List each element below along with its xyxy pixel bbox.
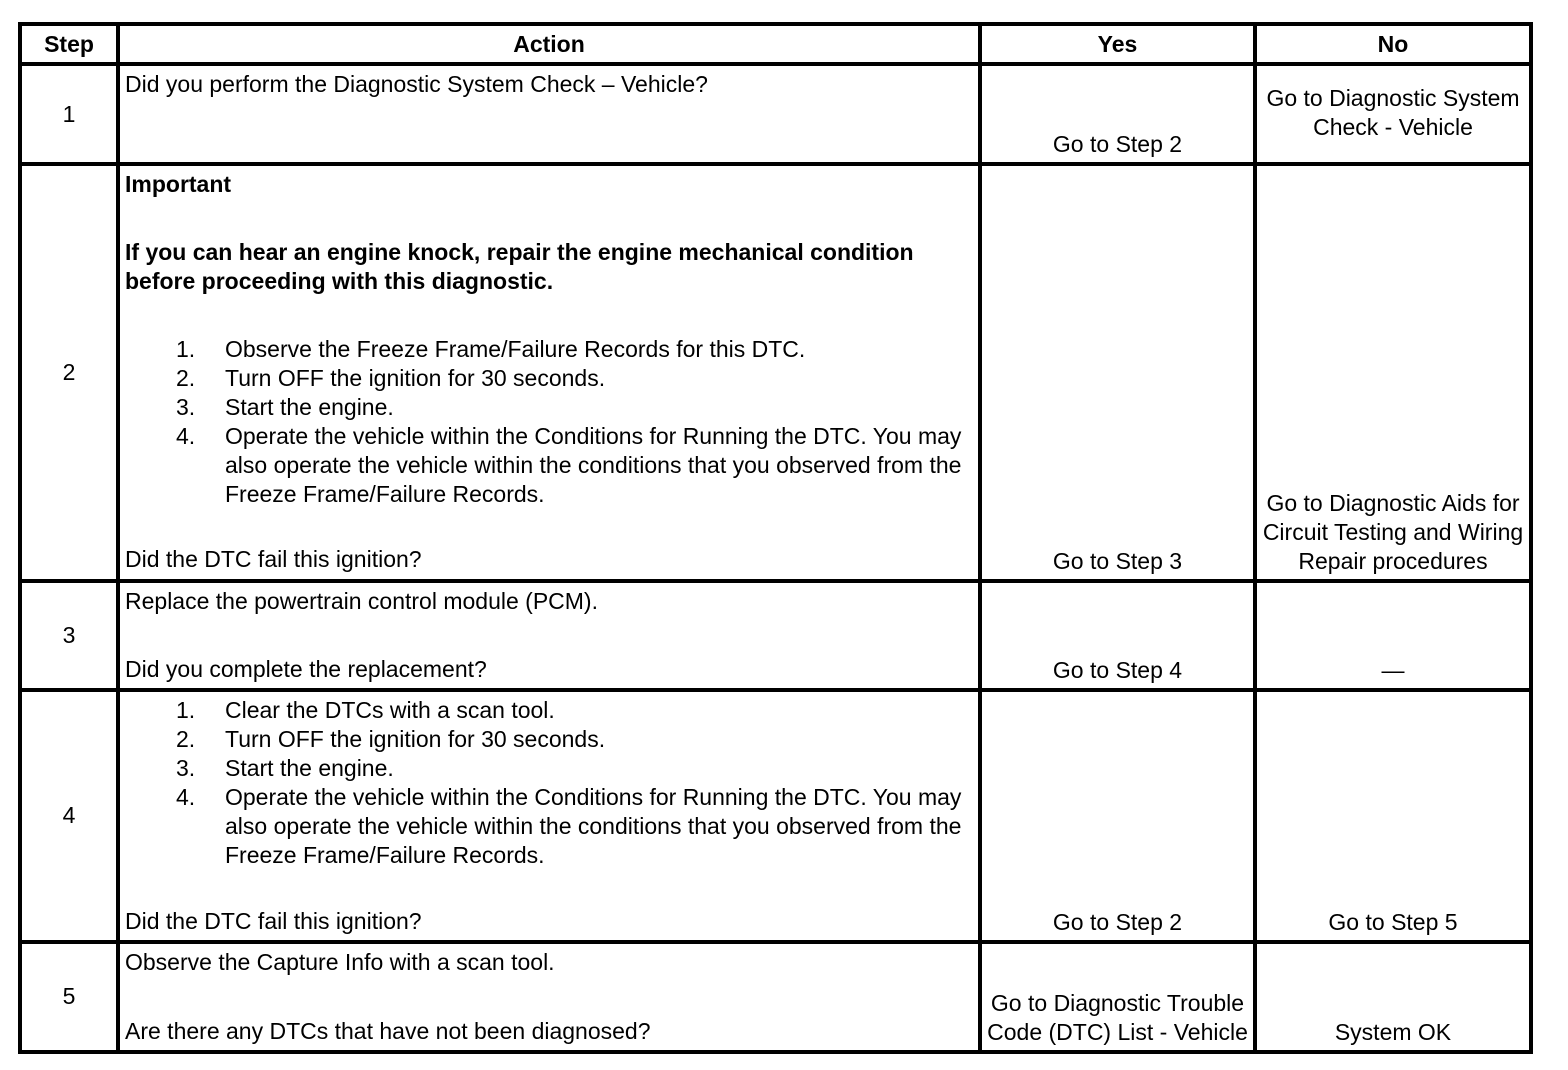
header-row	[20, 24, 1531, 64]
table-row	[20, 581, 1531, 690]
instruction-text: Replace the powertrain control module (PCM).	[125, 587, 598, 614]
step-number: 2	[20, 164, 118, 580]
step-number: 1	[20, 64, 118, 164]
no-cell: —	[1255, 581, 1531, 690]
list-item: 2. Turn OFF the ignition for 30 seconds.	[176, 365, 606, 392]
header-no: No	[1255, 24, 1531, 64]
list-item: 1. Clear the DTCs with a scan tool.	[176, 696, 555, 723]
question-text: Did the DTC fail this ignition?	[125, 546, 422, 573]
action-cell	[118, 942, 980, 1052]
no-cell: Go to Diagnostic Aids for Circuit Testing and Wiring Repair procedures	[1255, 164, 1531, 580]
no-cell: Go to Diagnostic System Check - Vehicle	[1255, 64, 1531, 164]
question-text: Did you perform the Diagnostic System Check – Vehicle?	[125, 71, 708, 97]
no-cell: System OK	[1255, 942, 1531, 1052]
step-number: 3	[20, 581, 118, 690]
instruction-text: Observe the Capture Info with a scan tool.	[125, 948, 555, 975]
list-item: 3. Start the engine.	[176, 394, 394, 421]
table-row	[20, 690, 1531, 942]
list-item: 3. Start the engine.	[176, 754, 394, 781]
yes-cell: Go to Diagnostic Trouble Code (DTC) List - Vehicle	[980, 942, 1255, 1052]
table-row	[20, 64, 1531, 164]
yes-cell: Go to Step 2	[980, 64, 1255, 164]
header-yes: Yes	[980, 24, 1255, 64]
question-text: Did the DTC fail this ignition?	[125, 907, 422, 934]
action-cell	[118, 64, 980, 164]
action-cell	[118, 690, 980, 942]
list-item: 4. Operate the vehicle within the Conditions for Running the DTC. You may also operate the vehicle within the conditions that you observed from the Freeze Frame/Failure Records.	[176, 783, 962, 868]
question-text: Did you complete the replacement?	[125, 655, 487, 682]
yes-cell: Go to Step 4	[980, 581, 1255, 690]
important-title: Important	[125, 171, 232, 198]
yes-cell: Go to Step 3	[980, 164, 1255, 580]
instruction-list	[125, 335, 974, 509]
table-row	[20, 942, 1531, 1052]
diagnostic-table	[18, 22, 1533, 1054]
no-cell: Go to Step 5	[1255, 690, 1531, 942]
list-item: 2. Turn OFF the ignition for 30 seconds.	[176, 725, 606, 752]
step-number: 4	[20, 690, 118, 942]
list-item: 1. Observe the Freeze Frame/Failure Records for this DTC.	[176, 336, 806, 363]
question-text: Are there any DTCs that have not been diagnosed?	[125, 1017, 651, 1044]
table-row	[20, 164, 1531, 580]
important-text: If you can hear an engine knock, repair the engine mechanical condition before proceeding with this diagnostic.	[125, 239, 914, 295]
yes-cell: Go to Step 2	[980, 690, 1255, 942]
step-number: 5	[20, 942, 118, 1052]
header-action: Action	[118, 24, 980, 64]
list-item: 4. Operate the vehicle within the Conditions for Running the DTC. You may also operate the vehicle within the conditions that you observed from the Freeze Frame/Failure Records.	[176, 423, 962, 508]
instruction-list	[125, 696, 974, 870]
action-cell	[118, 581, 980, 690]
action-cell	[118, 164, 980, 580]
header-step: Step	[20, 24, 118, 64]
